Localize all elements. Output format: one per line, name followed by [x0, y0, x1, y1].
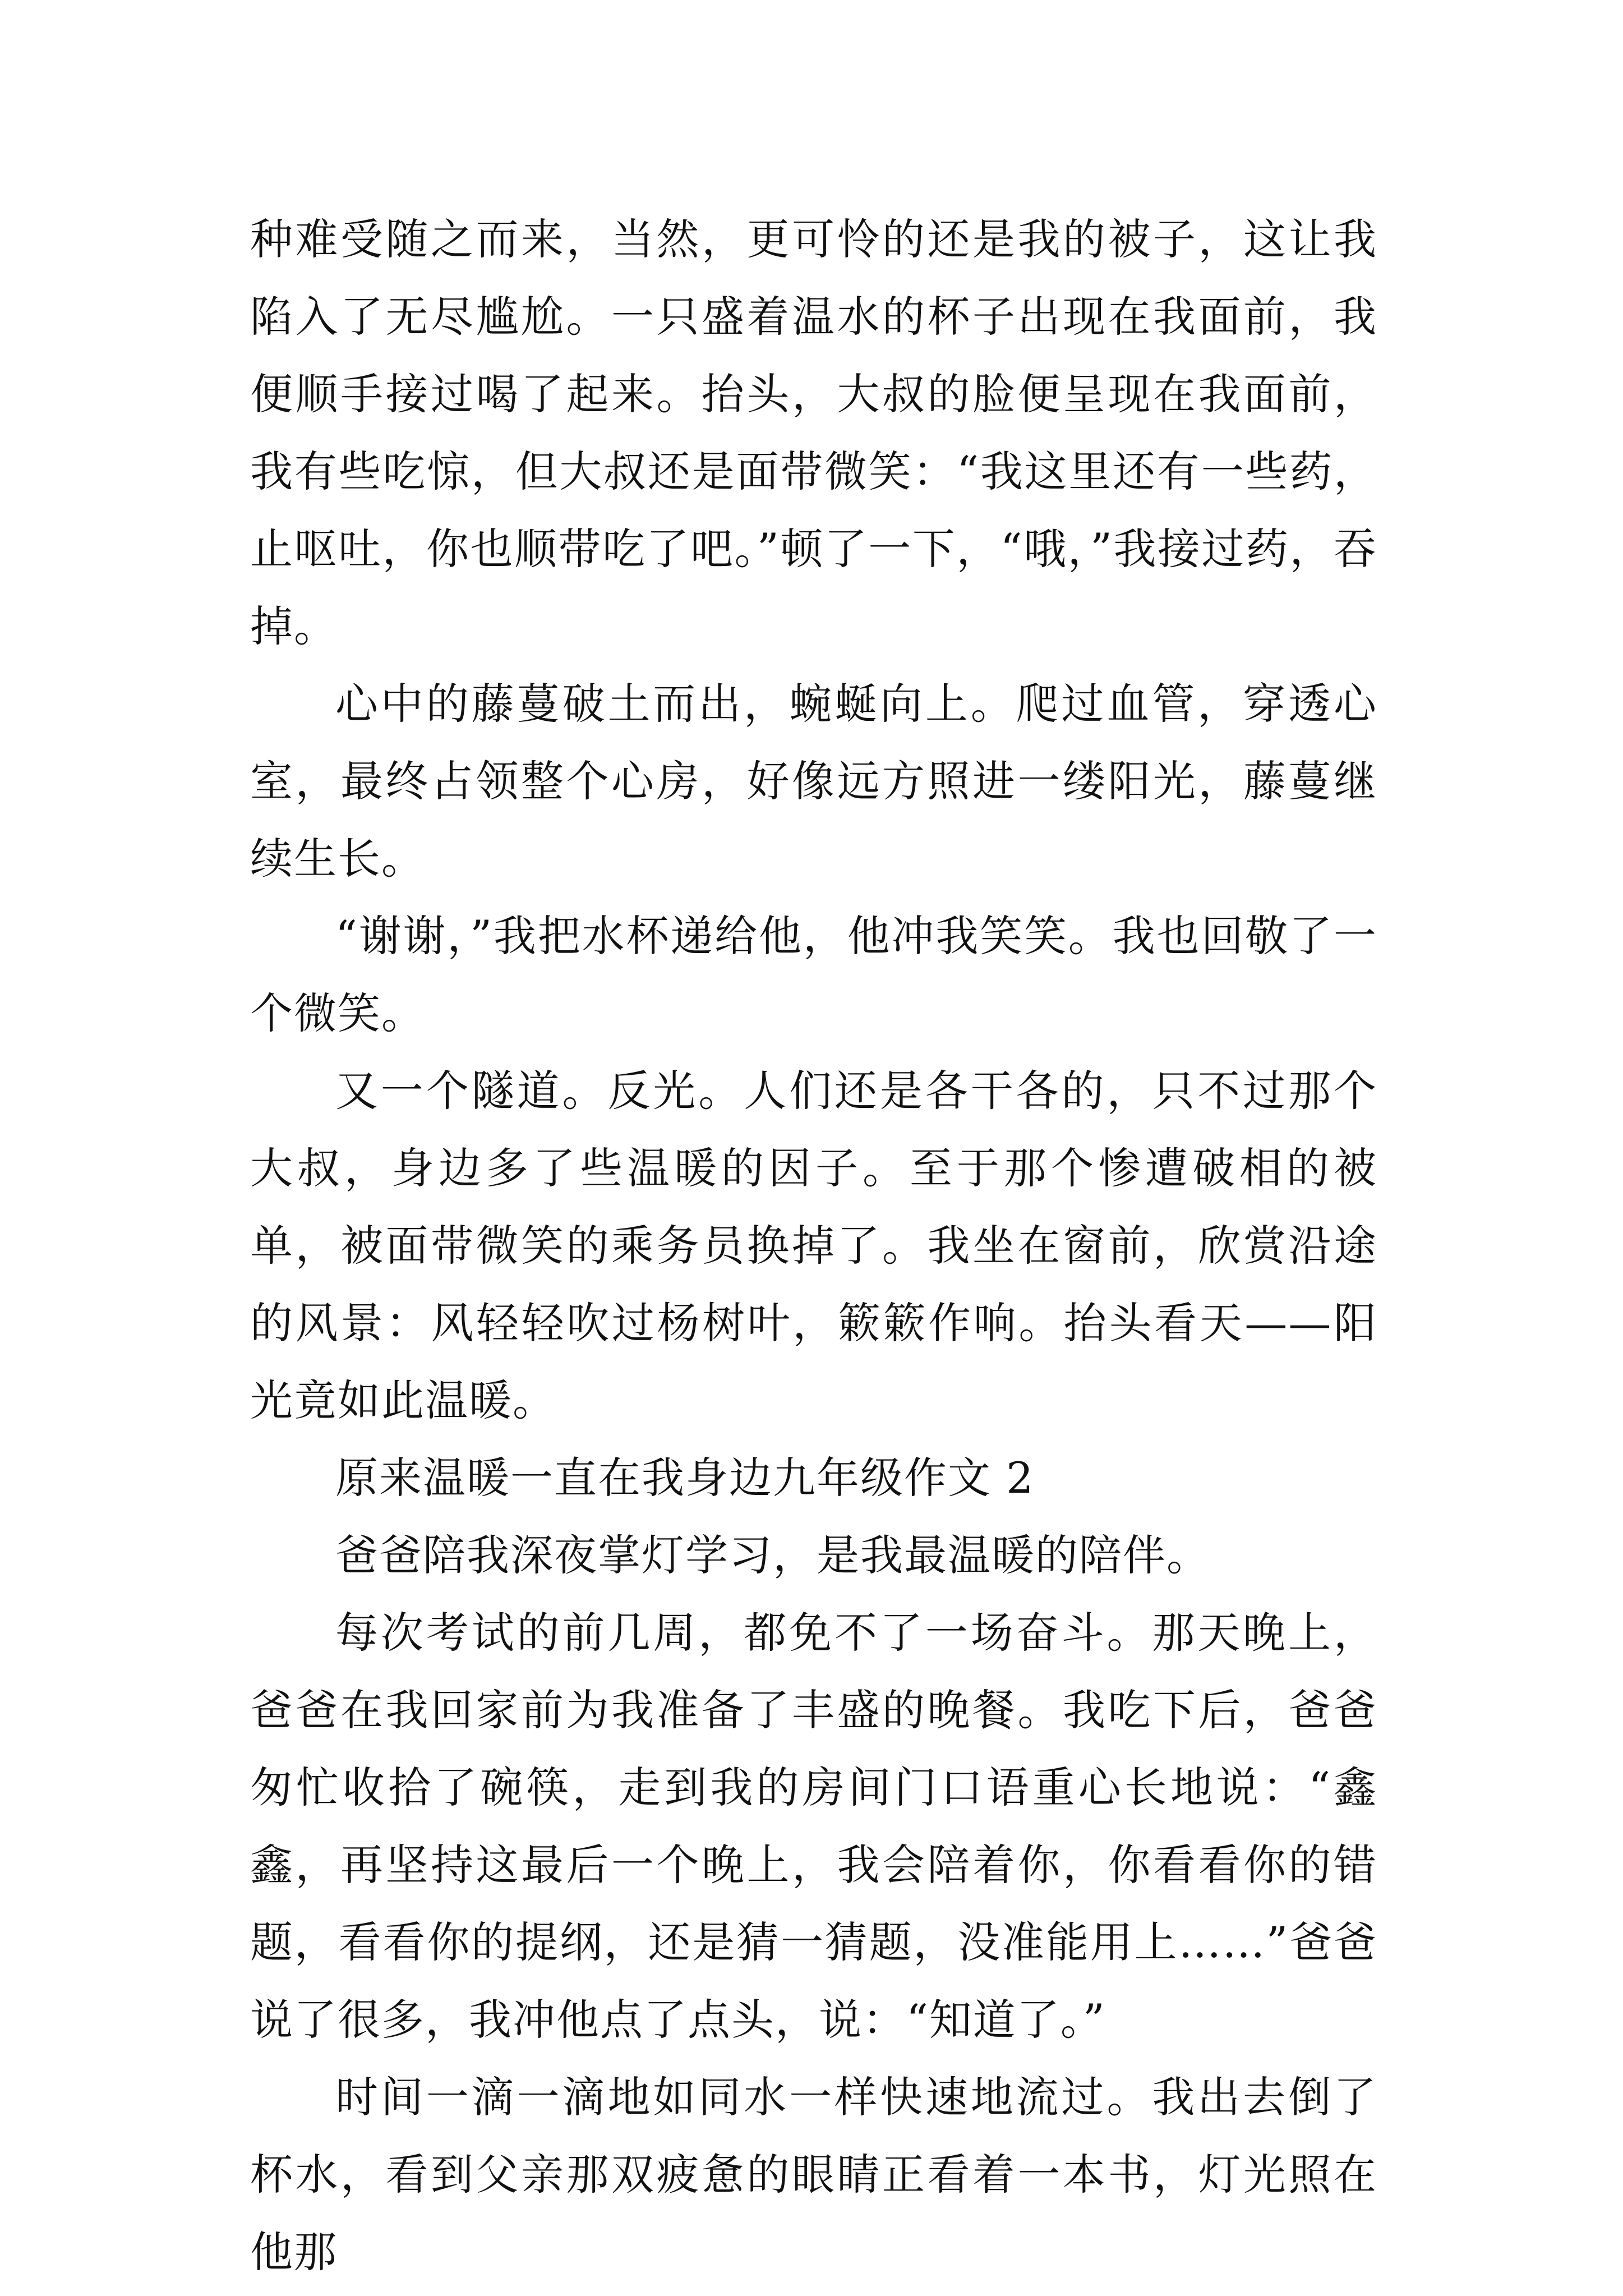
paragraph-7: 每次考试的前几周，都免不了一场奋斗。那天晚上，爸爸在我回家前为我准备了丰盛的晚餐。我吃下后，爸爸匆忙收拾了碗筷，走到我的房间门口语重心长地说：“鑫鑫，再坚持这最后一个晚上，我会陪着你，你看看你的错题，看看你的提纲，还是猜一猜题，没准能用上……”爸爸说了很多，我冲他点了点头，说：“知道了。” [250, 1608, 1377, 2045]
section-heading: 原来温暖一直在我身边九年级作文 2 [335, 1453, 1035, 1503]
paragraph-6: 爸爸陪我深夜掌灯学习，是我最温暖的陪伴。 [335, 1530, 1210, 1580]
paragraph-2: 心中的藤蔓破土而出，蜿蜒向上。爬过血管，穿透心室，最终占领整个心房，好像远方照进一缕阳光，藤蔓继续生长。 [250, 679, 1377, 884]
document-body [250, 201, 1377, 2291]
paragraph-8: 时间一滴一滴地如同水一样快速地流过。我出去倒了杯水，看到父亲那双疲惫的眼睛正看着一本书，灯光照在他那 [250, 2072, 1377, 2277]
paragraph-3: “谢谢，”我把水杯递给他，他冲我笑笑。我也回敬了一个微笑。 [250, 911, 1377, 1038]
paragraph-4: 又一个隧道。反光。人们还是各干各的，只不过那个大叔，身边多了些温暖的因子。至于那个惨遭破相的被单，被面带微笑的乘务员换掉了。我坐在窗前，欣赏沿途的风景：风轻轻吹过杨树叶，簌簌作响。抬头看天——阳光竟如此温暖。 [250, 1066, 1377, 1425]
paragraph-1: 种难受随之而来，当然，更可怜的还是我的被子，这让我陷入了无尽尴尬。一只盛着温水的杯子出现在我面前，我便顺手接过喝了起来。抬头，大叔的脸便呈现在我面前，我有些吃惊，但大叔还是面带微笑：“我这里还有一些药，止呕吐，你也顺带吃了吧。”顿了一下，“哦，”我接过药，吞掉。 [250, 214, 1377, 651]
